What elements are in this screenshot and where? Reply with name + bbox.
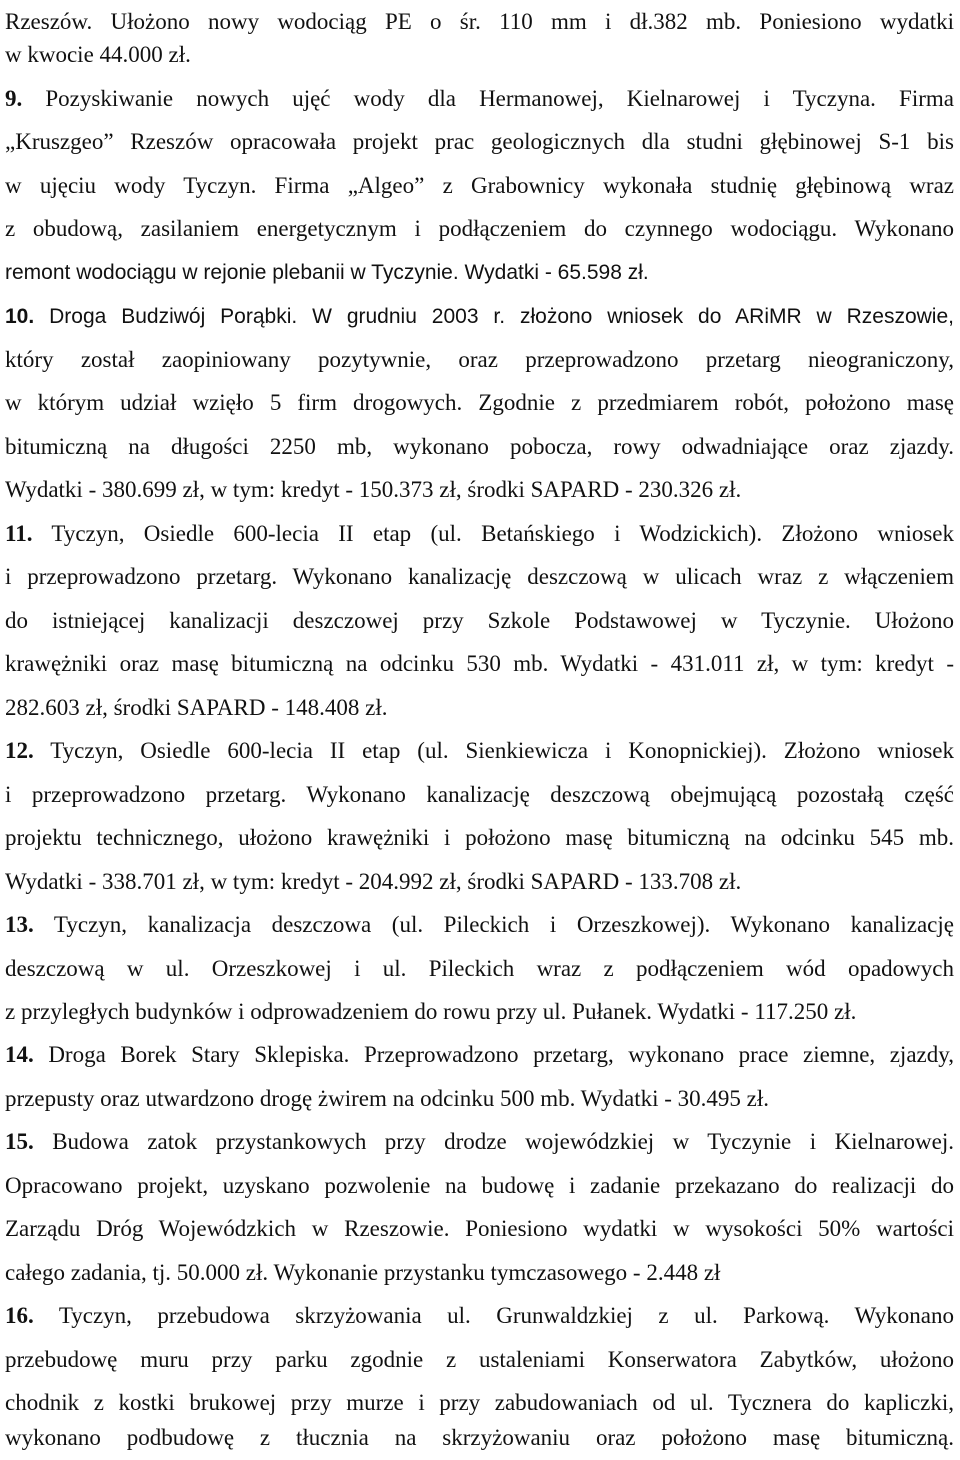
paragraph-line: deszczową w ul. Orzeszkowej i ul. Pileckich wraz z podłączeniem wód opadowych <box>5 956 954 981</box>
item-10-line-1: 10. Droga Budziwój Porąbki. W grudniu 2003 r. złożono wniosek do ARiMR w Rzeszowie, <box>5 305 954 328</box>
paragraph-line: przebudowę muru przy parku zgodnie z ustaleniami Konserwatora Zabytków, ułożono <box>5 1347 954 1372</box>
item-number: 11. <box>5 521 33 546</box>
paragraph-line: Zarządu Dróg Wojewódzkich w Rzeszowie. Poniesiono wydatki w wysokości 50% wartości <box>5 1216 954 1241</box>
paragraph-line: Rzeszów. Ułożono nowy wodociąg PE o śr. 110 mm i dł.382 mb. Poniesiono wydatki <box>5 9 954 34</box>
item-14-line-1: 14. Droga Borek Stary Sklepiska. Przeprowadzono przetarg, wykonano prace ziemne, zjazdy, <box>5 1042 954 1067</box>
paragraph-line: z przyległych budynków i odprowadzeniem do rowu przy ul. Pułanek. Wydatki - 117.250 zł. <box>5 999 857 1024</box>
paragraph-line: w ujęciu wody Tyczyn. Firma „Algeo” z Grabownicy wykonała studnię głębinową wraz <box>5 173 954 198</box>
paragraph-line: chodnik z kostki brukowej przy murze i przy zabudowaniach od ul. Tycznera do kapliczki, <box>5 1390 954 1415</box>
item-13-line-1: 13. Tyczyn, kanalizacja deszczowa (ul. Pileckich i Orzeszkowej). Wykonano kanalizację <box>5 912 954 937</box>
item-number: 12. <box>5 738 34 763</box>
paragraph-line: wykonano podbudowę z tłucznia na skrzyżowaniu oraz położono masę bitumiczną. <box>5 1425 954 1450</box>
paragraph-line: Opracowano projekt, uzyskano pozwolenie na budowę i zadanie przekazano do realizacji do <box>5 1173 954 1198</box>
paragraph-line: całego zadania, tj. 50.000 zł. Wykonanie przystanku tymczasowego - 2.448 zł <box>5 1260 721 1285</box>
paragraph-line: w którym udział wzięło 5 firm drogowych. Zgodnie z przedmiarem robót, położono masę <box>5 390 954 415</box>
paragraph-line: projektu technicznego, ułożono krawężniki i położono masę bitumiczną na odcinku 545 mb. <box>5 825 954 850</box>
paragraph-line: w kwocie 44.000 zł. <box>5 42 191 67</box>
item-15-line-1: 15. Budowa zatok przystankowych przy drodze wojewódzkiej w Tyczynie i Kielnarowej. <box>5 1129 954 1154</box>
paragraph-line: do istniejącej kanalizacji deszczowej przy Szkole Podstawowej w Tyczynie. Ułożono <box>5 608 954 633</box>
paragraph-line: remont wodociągu w rejonie plebanii w Tyczynie. Wydatki - 65.598 zł. <box>5 261 649 284</box>
item-number: 13. <box>5 912 34 937</box>
item-9-line-1: 9. Pozyskiwanie nowych ujęć wody dla Hermanowej, Kielnarowej i Tyczyna. Firma <box>5 86 954 111</box>
item-12-line-1: 12. Tyczyn, Osiedle 600-lecia II etap (ul. Sienkiewicza i Konopnickiej). Złożono wniosek <box>5 738 954 763</box>
item-11-line-1: 11. Tyczyn, Osiedle 600-lecia II etap (ul. Betańskiego i Wodzickich). Złożono wniosek <box>5 521 954 546</box>
item-number: 9. <box>5 86 23 111</box>
paragraph-line: bitumiczną na długości 2250 mb, wykonano pobocza, rowy odwadniające oraz zjazdy. <box>5 434 954 459</box>
paragraph-line: krawężniki oraz masę bitumiczną na odcinku 530 mb. Wydatki - 431.011 zł, w tym: kredyt - <box>5 651 954 676</box>
paragraph-line: z obudową, zasilaniem energetycznym i podłączeniem do czynnego wodociągu. Wykonano <box>5 216 954 241</box>
paragraph-line: „Kruszgeo” Rzeszów opracowała projekt prac geologicznych dla studni głębinowej S-1 bis <box>5 129 954 154</box>
item-number: 14. <box>5 1042 34 1067</box>
paragraph-line: który został zaopiniowany pozytywnie, oraz przeprowadzono przetarg nieograniczony, <box>5 347 954 372</box>
item-16-line-1: 16. Tyczyn, przebudowa skrzyżowania ul. Grunwaldzkiej z ul. Parkową. Wykonano <box>5 1303 954 1328</box>
paragraph-line: i przeprowadzono przetarg. Wykonano kanalizację deszczową w ulicach wraz z włączeniem <box>5 564 954 589</box>
item-number: 16. <box>5 1303 34 1328</box>
paragraph-line: Wydatki - 338.701 zł, w tym: kredyt - 204.992 zł, środki SAPARD - 133.708 zł. <box>5 869 742 894</box>
paragraph-line: i przeprowadzono przetarg. Wykonano kanalizację deszczową obejmującą pozostałą część <box>5 782 954 807</box>
paragraph-line: 282.603 zł, środki SAPARD - 148.408 zł. <box>5 695 388 720</box>
item-number: 15. <box>5 1129 34 1154</box>
paragraph-line: Wydatki - 380.699 zł, w tym: kredyt - 150.373 zł, środki SAPARD - 230.326 zł. <box>5 477 742 502</box>
item-number: 10. <box>5 305 35 328</box>
paragraph-line: przepusty oraz utwardzono drogę żwirem na odcinku 500 mb. Wydatki - 30.495 zł. <box>5 1086 770 1111</box>
